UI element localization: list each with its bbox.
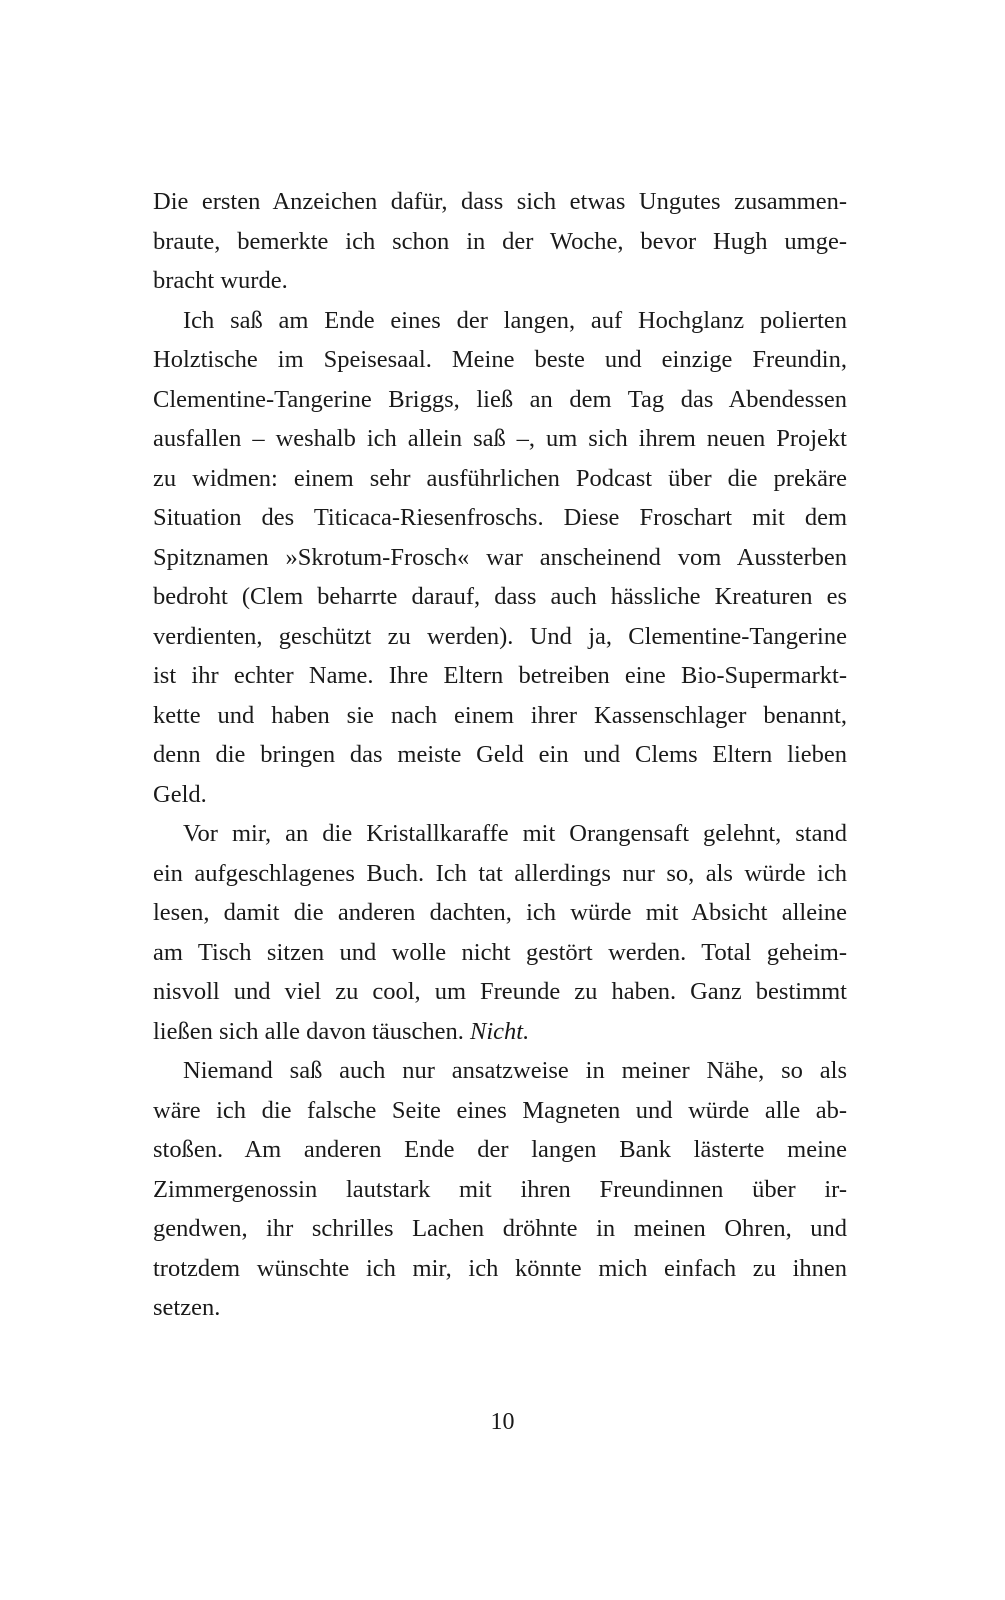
text-line: Ich saß am Ende eines der langen, auf Hochglanz polierten <box>183 306 847 334</box>
text-line: zu widmen: einem sehr ausführlichen Podcast über die prekäre <box>153 464 847 492</box>
text-line: wäre ich die falsche Seite eines Magneten und würde alle ab- <box>153 1096 847 1124</box>
text-line: setzen. <box>153 1294 221 1321</box>
text-line: Zimmergenossin lautstark mit ihren Freundinnen über ir- <box>153 1175 847 1203</box>
text-line: bracht wurde. <box>153 267 288 294</box>
italic-emphasis: Nicht. <box>470 1017 530 1045</box>
text-line: verdienten, geschützt zu werden). Und ja, Clementine-Tangerine <box>153 622 847 650</box>
text-line: Spitznamen »Skrotum-Frosch« war anscheinend vom Aussterben <box>153 543 847 571</box>
page-number: 10 <box>490 1409 515 1435</box>
text-line: ein aufgeschlagenes Buch. Ich tat allerdings nur so, als würde ich <box>153 859 847 887</box>
text-line: braute, bemerkte ich schon in der Woche, bevor Hugh umge- <box>153 227 847 255</box>
text-line: Vor mir, an die Kristallkaraffe mit Orangensaft gelehnt, stand <box>183 820 847 847</box>
text-line: bedroht (Clem beharrte darauf, dass auch hässliche Kreaturen es <box>153 583 847 610</box>
text-line: trotzdem wünschte ich mir, ich könnte mich einfach zu ihnen <box>153 1254 847 1282</box>
text-line: Geld. <box>153 780 207 808</box>
text-line: nisvoll und viel zu cool, um Freunde zu haben. Ganz bestimmt <box>153 978 847 1005</box>
text-line: Holztische im Speisesaal. Meine beste und einzige Freundin, <box>153 346 847 373</box>
text-line: ist ihr echter Name. Ihre Eltern betreiben eine Bio-Supermarkt- <box>153 662 847 689</box>
text-line: am Tisch sitzen und wolle nicht gestört werden. Total geheim- <box>153 938 847 966</box>
text-line: Niemand saß auch nur ansatzweise in meiner Nähe, so als <box>183 1057 847 1084</box>
text-line: gendwen, ihr schrilles Lachen dröhnte in meinen Ohren, und <box>153 1215 847 1242</box>
text-line: ausfallen – weshalb ich allein saß –, um sich ihrem neuen Projekt <box>153 425 847 452</box>
book-page-text <box>153 182 847 1328</box>
text-segment: ließen sich alle davon täuschen. <box>153 1017 471 1045</box>
text-line: Situation des Titicaca-Riesenfroschs. Diese Froschart mit dem <box>153 504 847 531</box>
text-line: lesen, damit die anderen dachten, ich würde mit Absicht alleine <box>153 899 847 926</box>
text-line: kette und haben sie nach einem ihrer Kassenschlager benannt, <box>153 701 847 729</box>
text-line: Die ersten Anzeichen dafür, dass sich etwas Ungutes zusammen- <box>153 188 847 215</box>
text-line: denn die bringen das meiste Geld ein und Clems Eltern lieben <box>153 741 847 768</box>
text-line: Clementine-Tangerine Briggs, ließ an dem Tag das Abendessen <box>153 385 847 413</box>
text-line: stoßen. Am anderen Ende der langen Bank lästerte meine <box>153 1136 847 1163</box>
text-line <box>153 1012 847 1052</box>
